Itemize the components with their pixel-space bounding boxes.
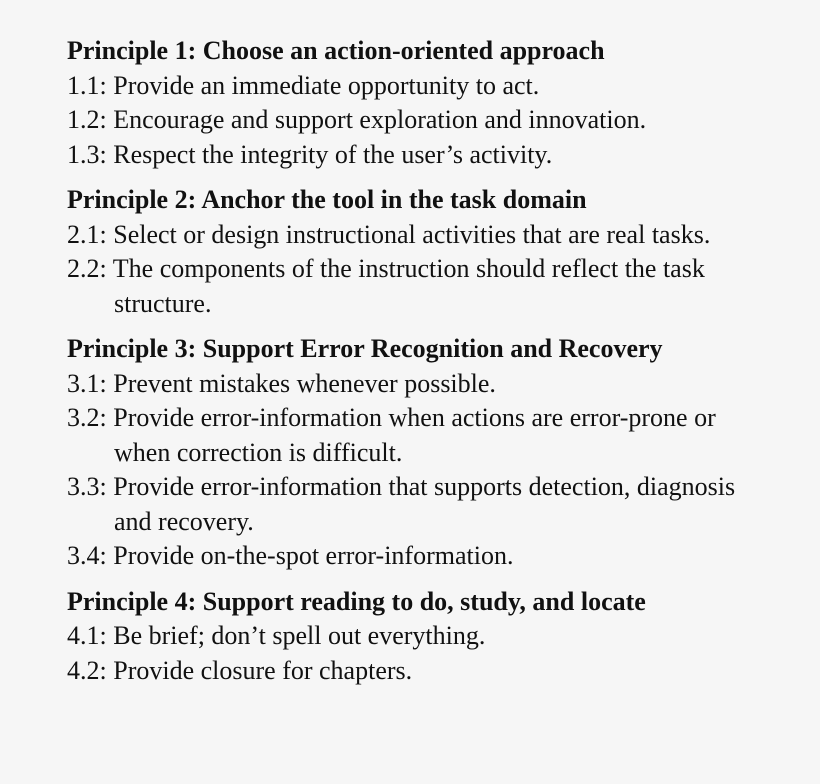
principles-document — [67, 34, 767, 688]
principle-4-section — [67, 585, 767, 689]
guideline-number: 3.1: — [67, 368, 107, 398]
guideline-text: Select or design instructional activities that are real tasks. — [113, 219, 711, 249]
guideline-text: Provide closure for chapters. — [113, 655, 413, 685]
principle-2-heading: Principle 2: Anchor the tool in the task domain — [67, 185, 587, 214]
guideline-number: 4.2: — [67, 655, 107, 685]
guideline-number: 2.2: — [67, 254, 107, 283]
guideline-1-3 — [67, 138, 767, 173]
guideline-number: 2.1: — [67, 219, 107, 249]
principle-4-heading: Principle 4: Support reading to do, study, and locate — [67, 586, 646, 616]
guideline-number: 1.3: — [67, 139, 107, 169]
principle-1-heading: Principle 1: Choose an action-oriented approach — [67, 36, 605, 65]
guideline-1-1 — [67, 69, 767, 104]
guideline-number: 3.2: — [67, 403, 107, 432]
principle-3-heading: Principle 3: Support Error Recognition and Recovery — [67, 334, 663, 363]
guideline-text: Be brief; don’t spell out everything. — [113, 621, 486, 650]
principle-3-section — [67, 332, 767, 574]
guideline-3-3 — [67, 470, 767, 539]
guideline-1-2 — [67, 103, 767, 138]
guideline-2-1 — [67, 218, 767, 253]
guideline-4-1 — [67, 619, 767, 654]
guideline-number: 1.2: — [67, 105, 107, 134]
guideline-4-2 — [67, 654, 767, 689]
guideline-text: Provide error-information that supports detection, diagnosis and recovery. — [113, 472, 736, 536]
guideline-number: 3.4: — [67, 541, 107, 570]
guideline-2-2 — [67, 252, 767, 321]
guideline-3-4 — [67, 539, 767, 574]
guideline-number: 1.1: — [67, 70, 107, 100]
guideline-3-2 — [67, 401, 767, 470]
guideline-text: Prevent mistakes whenever possible. — [113, 368, 496, 398]
guideline-number: 3.3: — [67, 472, 107, 501]
guideline-3-1 — [67, 367, 767, 402]
guideline-number: 4.1: — [67, 621, 107, 650]
principle-2-section — [67, 183, 767, 321]
guideline-text: Respect the integrity of the user’s activity. — [113, 139, 553, 169]
guideline-text: Provide an immediate opportunity to act. — [113, 70, 540, 100]
guideline-text: The components of the instruction should reflect the task structure. — [112, 254, 705, 318]
guideline-text: Provide error-information when actions are error-prone or when correction is difficult. — [113, 403, 716, 467]
guideline-text: Provide on-the-spot error-information. — [113, 541, 514, 570]
principle-1-section — [67, 34, 767, 172]
guideline-text: Encourage and support exploration and innovation. — [113, 105, 647, 134]
